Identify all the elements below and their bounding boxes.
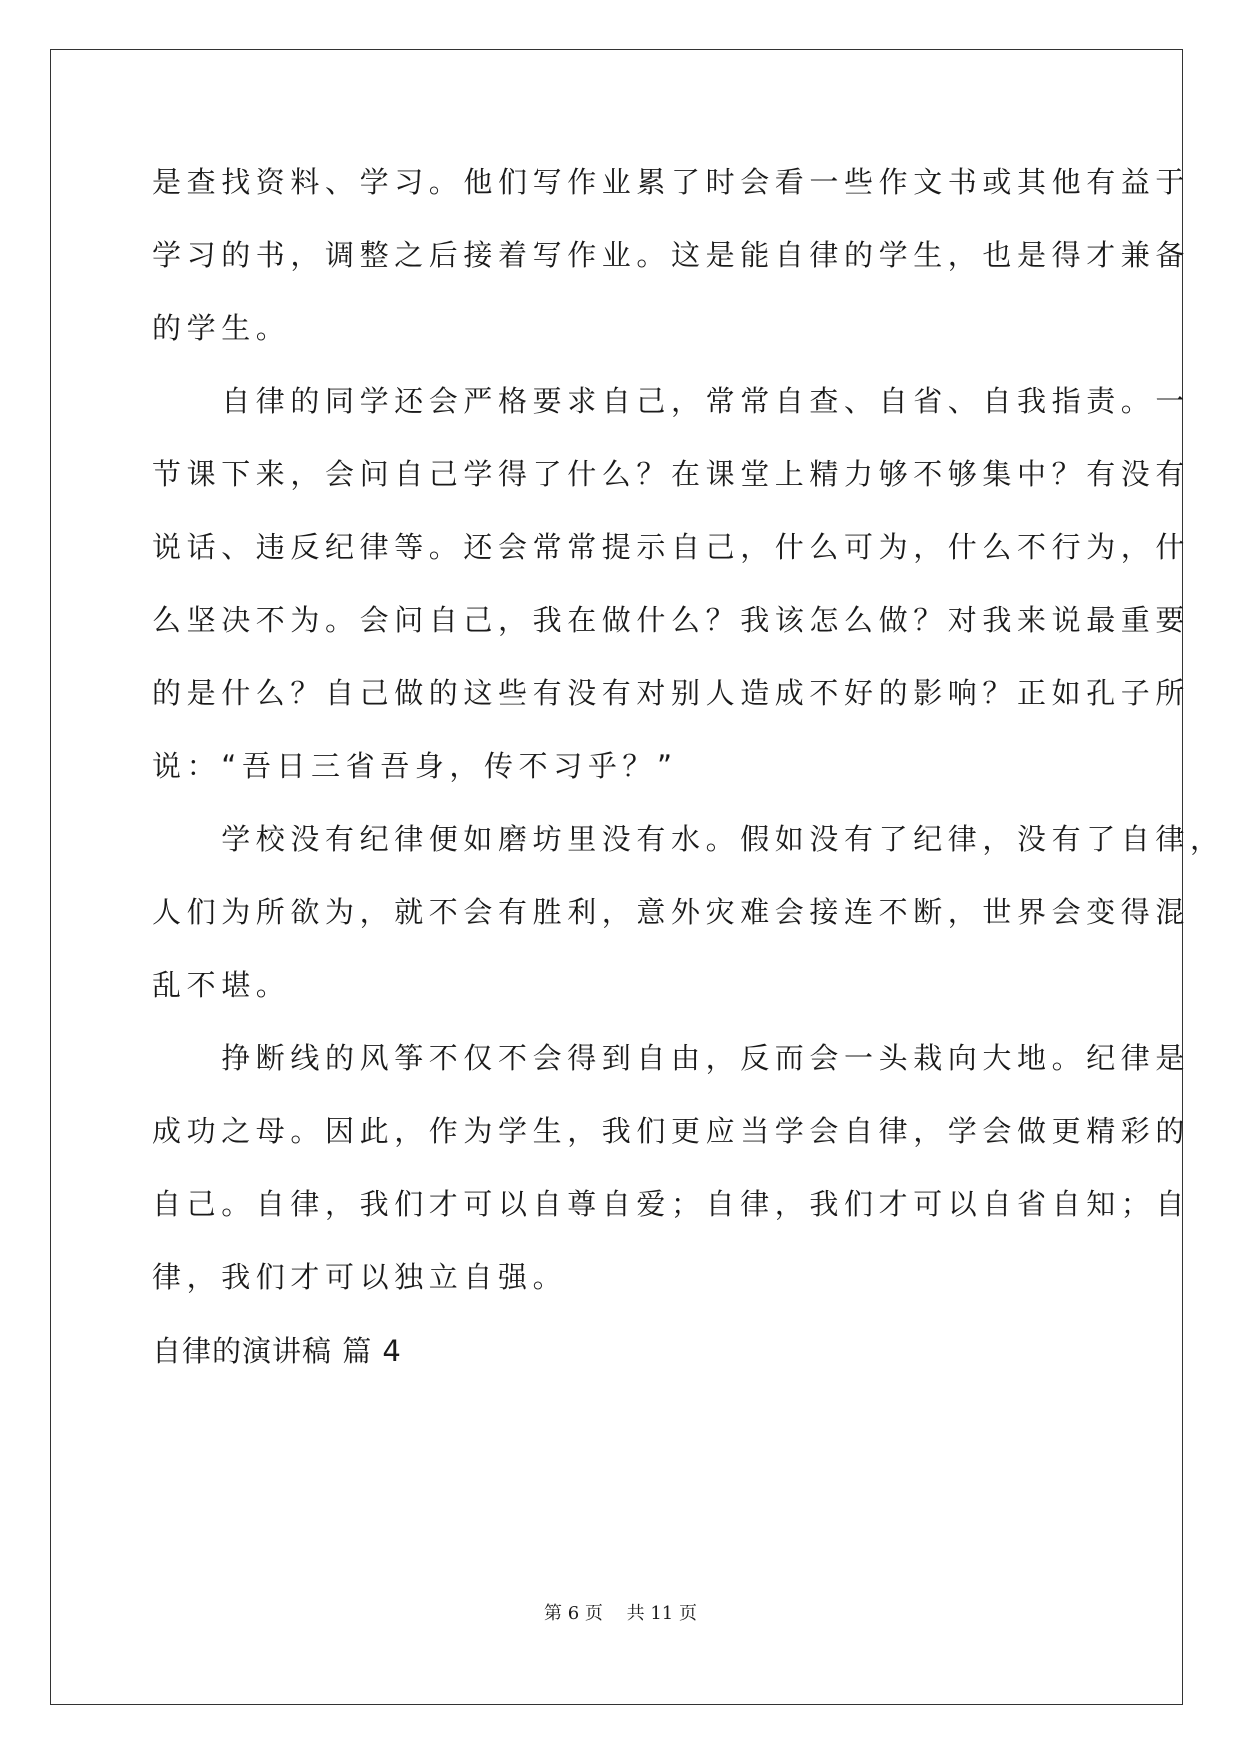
paragraph-line: 学习的书，调整之后接着写作业。这是能自律的学生，也是得才兼备: [152, 238, 1191, 272]
section-heading: 自律的演讲稿 篇 4: [152, 1334, 402, 1368]
paragraph-line: 挣断线的风筝不仅不会得到自由，反而会一头栽向大地。纪律是: [152, 1041, 1191, 1075]
page-number-footer: 第 6 页 共 11 页: [544, 1603, 697, 1624]
paragraph-line: 律，我们才可以独立自强。: [152, 1260, 568, 1294]
page-border: [50, 49, 1183, 1705]
paragraph-line: 乱不堪。: [152, 968, 291, 1002]
paragraph-line: 的学生。: [152, 311, 291, 345]
paragraph-line: 节课下来，会问自己学得了什么？在课堂上精力够不够集中？有没有: [152, 457, 1191, 491]
paragraph-line: 是查找资料、学习。他们写作业累了时会看一些作文书或其他有益于: [152, 165, 1191, 199]
paragraph-line: 的是什么？自己做的这些有没有对别人造成不好的影响？正如孔子所: [152, 676, 1191, 710]
paragraph-line: 人们为所欲为，就不会有胜利，意外灾难会接连不断，世界会变得混: [152, 895, 1191, 929]
paragraph-line: 说：“吾日三省吾身，传不习乎？”: [152, 749, 678, 783]
paragraph-line: 自己。自律，我们才可以自尊自爱；自律，我们才可以自省自知；自: [152, 1187, 1191, 1221]
paragraph-line: 说话、违反纪律等。还会常常提示自己，什么可为，什么不行为，什: [152, 530, 1191, 564]
paragraph-line: 学校没有纪律便如磨坊里没有水。假如没有了纪律，没有了自律，: [152, 822, 1225, 856]
paragraph-line: 么坚决不为。会问自己，我在做什么？我该怎么做？对我来说最重要: [152, 603, 1191, 637]
paragraph-line: 自律的同学还会严格要求自己，常常自查、自省、自我指责。一: [152, 384, 1191, 418]
paragraph-line: 成功之母。因此，作为学生，我们更应当学会自律，学会做更精彩的: [152, 1114, 1191, 1148]
